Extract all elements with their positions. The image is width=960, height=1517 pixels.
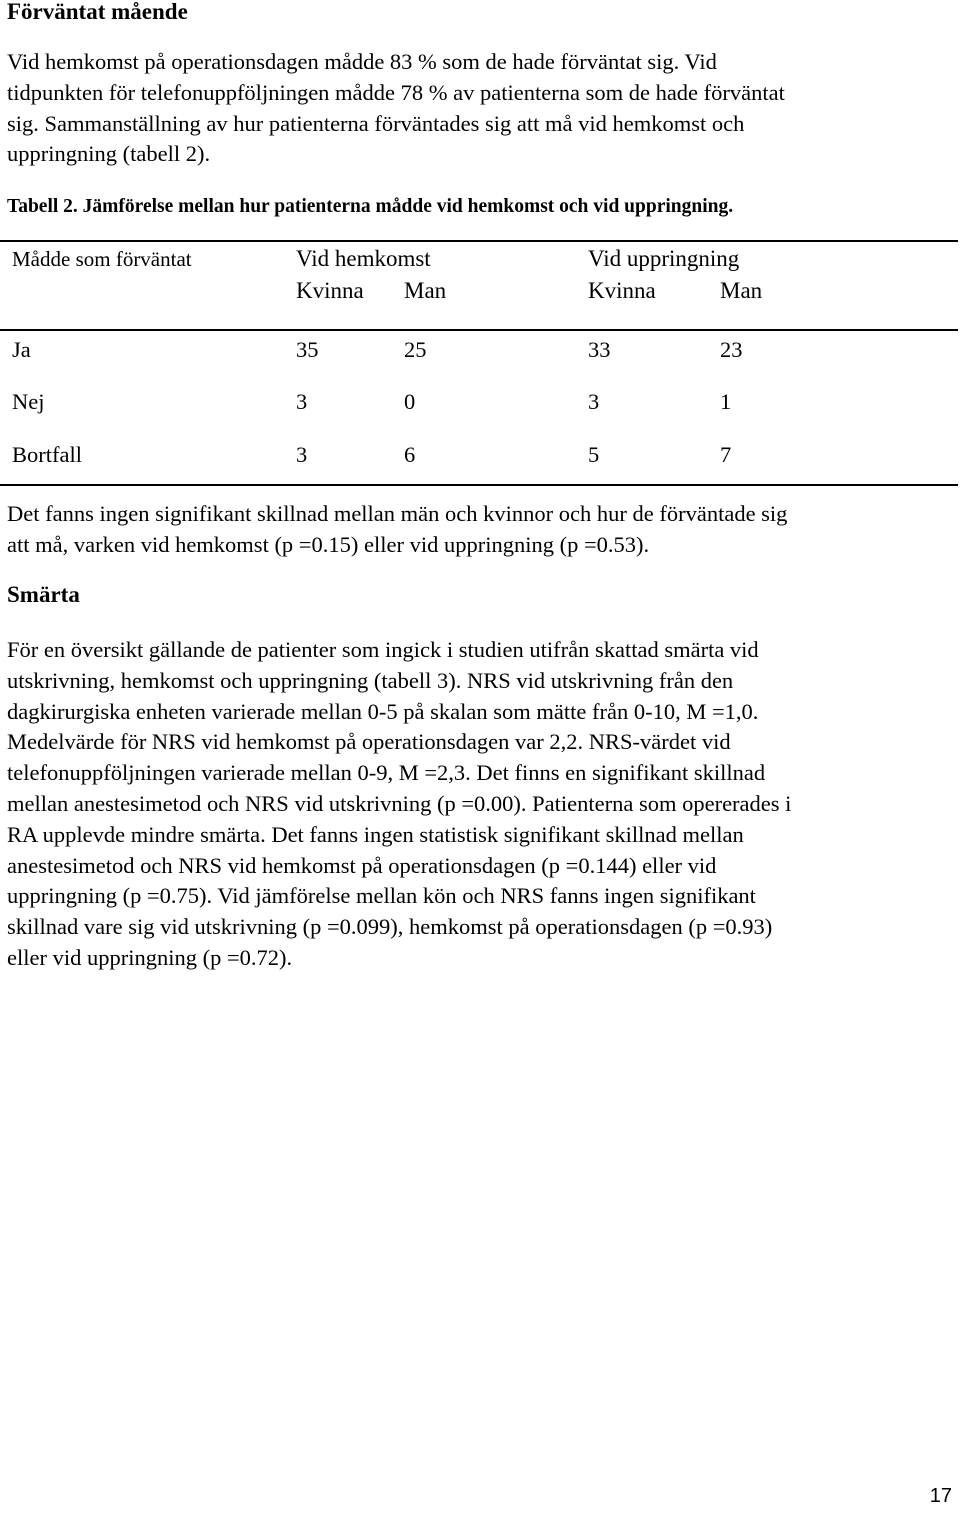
table-subheader-man: Man: [404, 278, 447, 303]
section-heading-forvantat-maende: Förväntat mående: [7, 0, 188, 24]
table-cell: 3: [296, 442, 308, 467]
table-cell: 23: [720, 337, 743, 362]
paragraph-line: utskrivning, hemkomst och uppringning (tabell 3). NRS vid utskrivning från den: [7, 667, 734, 693]
table-cell: 7: [720, 442, 732, 467]
paragraph-line: Vid hemkomst på operationsdagen mådde 83 % som de hade förväntat sig. Vid: [7, 49, 717, 74]
table-cell: 33: [588, 337, 611, 362]
paragraph-line: Det fanns ingen signifikant skillnad mellan män och kvinnor och hur de förväntade sig: [7, 501, 788, 526]
paragraph-line: uppringning (tabell 2).: [7, 141, 211, 167]
table-header-group-hemkomst: Vid hemkomst: [296, 246, 431, 271]
paragraph-line: skillnad vare sig vid utskrivning (p =0.099), hemkomst på operationsdagen (p =0.93): [7, 914, 773, 940]
paragraph-forvantat-maende: [7, 47, 953, 170]
table-row-label: Bortfall: [12, 442, 82, 467]
paragraph-line: sig. Sammanställning av hur patienterna förväntades sig att må vid hemkomst och: [7, 110, 745, 136]
paragraph-line: anestesimetod och NRS vid hemkomst på operationsdagen (p =0.144) eller vid: [7, 852, 717, 878]
table-bottom-rule: [0, 484, 958, 486]
table-subheader-kvinna: Kvinna: [588, 278, 656, 303]
paragraph-line: tidpunkten för telefonuppföljningen mådde 78 % av patienterna som de hade förväntat: [7, 79, 785, 105]
table-top-rule: [0, 240, 958, 242]
paragraph-line: mellan anestesimetod och NRS vid utskrivning (p =0.00). Patienterna som opererades i: [7, 790, 792, 816]
table-subheader-man: Man: [720, 278, 763, 303]
paragraph-line: att må, varken vid hemkomst (p =0.15) eller vid uppringning (p =0.53).: [7, 531, 650, 557]
table-cell: 6: [404, 442, 416, 467]
table-row-label: Ja: [12, 337, 31, 362]
section-heading-smarta: Smärta: [7, 582, 80, 607]
table-cell: 25: [404, 337, 427, 362]
table-header-rule: [0, 329, 958, 331]
page-number: 17: [929, 1485, 952, 1507]
table-cell: 1: [720, 389, 732, 414]
paragraph-line: Medelvärde för NRS vid hemkomst på operationsdagen var 2,2. NRS-värdet vid: [7, 729, 731, 755]
paragraph-significance: [7, 499, 953, 561]
table-cell: 3: [588, 389, 600, 414]
table-header-row-label: Mådde som förväntat: [12, 247, 192, 271]
table-cell: 3: [296, 389, 308, 414]
table-cell: 5: [588, 442, 600, 467]
paragraph-smarta: [7, 635, 953, 974]
table-cell: 35: [296, 337, 319, 362]
paragraph-line: RA upplevde mindre smärta. Det fanns ingen statistisk signifikant skillnad mellan: [7, 821, 744, 847]
table-header-group-uppringning: Vid uppringning: [588, 246, 740, 271]
table-row-label: Nej: [12, 389, 45, 414]
paragraph-line: För en översikt gällande de patienter som ingick i studien utifrån skattad smärta vid: [7, 637, 759, 662]
table-subheader-kvinna: Kvinna: [296, 278, 364, 303]
table-caption: Tabell 2. Jämförelse mellan hur patienterna mådde vid hemkomst och vid uppringning.: [7, 196, 734, 217]
paragraph-line: uppringning (p =0.75). Vid jämförelse mellan kön och NRS fanns ingen signifikant: [7, 883, 756, 909]
paragraph-line: dagkirurgiska enheten varierade mellan 0-5 på skalan som mätte från 0-10, M =1,0.: [7, 698, 759, 724]
table-cell: 0: [404, 389, 416, 414]
paragraph-line: eller vid uppringning (p =0.72).: [7, 944, 293, 970]
paragraph-line: telefonuppföljningen varierade mellan 0-9, M =2,3. Det finns en signifikant skillnad: [7, 760, 766, 786]
